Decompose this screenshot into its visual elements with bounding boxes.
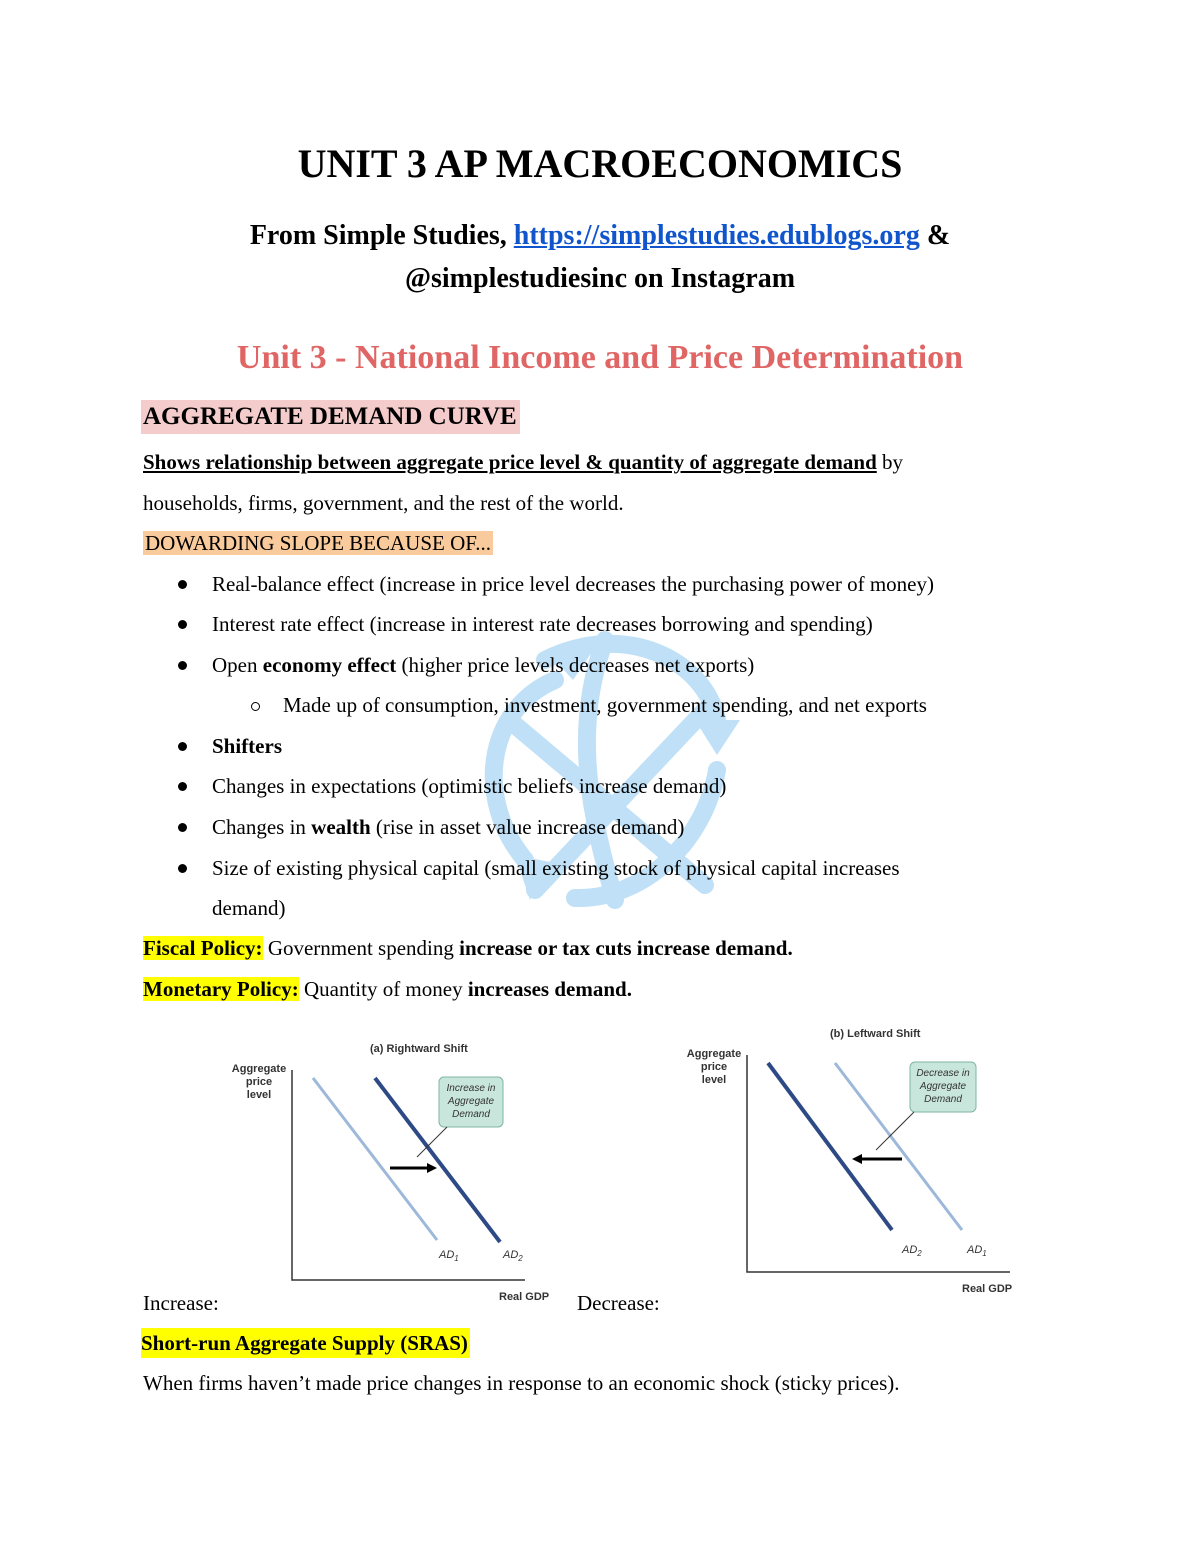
bullet-expectations: Changes in expectations (optimistic beliefs increase demand) — [212, 774, 727, 798]
chart-b-note-1: Decrease in — [916, 1068, 970, 1079]
fiscal-policy-line — [143, 933, 793, 963]
chart-a-ylabel-3: level — [246, 1089, 272, 1101]
bullet-shifters: Shifters — [212, 734, 282, 758]
bullet-dot-icon — [178, 742, 187, 751]
bullet-open-economy — [212, 650, 754, 680]
subtitle-prefix: From Simple Studies, — [249, 220, 514, 251]
page-subtitle — [0, 214, 1200, 300]
chart-b-ad1-label: $AD_1$ — [967, 1244, 987, 1258]
monetary-policy-label: Monetary Policy: — [143, 977, 299, 1001]
decrease-label: Decrease: — [577, 1291, 660, 1315]
chart-rightward-shift — [225, 1030, 550, 1305]
chart-b-ylabel-2: price — [700, 1061, 728, 1073]
bullet-physical-capital-2: demand) — [212, 896, 286, 920]
chart-b-ad2-label: $AD_2$ — [902, 1244, 922, 1258]
bullet-physical-capital-1: Size of existing physical capital (small existing stock of physical capital increases — [212, 856, 900, 880]
simplestudies-link[interactable]: https://simplestudies.edublogs.org — [513, 220, 920, 251]
fiscal-policy-label: Fiscal Policy: — [143, 936, 263, 960]
chart-b-ylabel-1: Aggregate — [686, 1048, 742, 1060]
definition-line-2: households, firms, government, and the rest of the world. — [143, 491, 624, 515]
slope-heading-line — [143, 528, 493, 558]
bullet-open-pre: Open — [212, 653, 263, 677]
bullet-dot-icon — [178, 661, 187, 670]
chart-b-ad2-line — [768, 1063, 892, 1230]
sras-heading: Short-run Aggregate Supply (SRAS) — [141, 1328, 470, 1358]
chart-a-note-2: Aggregate — [447, 1096, 495, 1107]
chart-leftward-shift — [680, 1020, 1020, 1300]
chart-b-arrowhead-icon — [852, 1154, 862, 1164]
chart-b-ylabel-3: level — [701, 1074, 727, 1086]
bullet-wealth — [212, 812, 684, 842]
bullet-dot-icon — [178, 620, 187, 629]
chart-b-note-2: Aggregate — [919, 1081, 967, 1092]
chart-a-ad1-line — [313, 1078, 437, 1240]
monetary-policy-pre: Quantity of money — [298, 977, 468, 1001]
chart-a-ylabel-2: price — [245, 1076, 273, 1088]
chart-b-xlabel: Real GDP — [962, 1283, 1013, 1295]
bullet-wealth-pre: Changes in — [212, 815, 312, 839]
monetary-policy-line — [143, 974, 632, 1004]
chart-a-ylabel-1: Aggregate — [231, 1063, 287, 1075]
chart-a-ad1-label: $AD_1$ — [439, 1249, 459, 1263]
unit-heading: Unit 3 - National Income and Price Determination — [236, 339, 964, 376]
subtitle-instagram: @simplestudiesinc on Instagram — [404, 263, 796, 294]
definition-line-1 — [143, 447, 903, 477]
fiscal-policy-pre: Government spending — [262, 936, 460, 960]
bullet-open-bold: economy effect — [262, 653, 397, 677]
sub-bullet-components: Made up of consumption, investment, government spending, and net exports — [283, 693, 927, 717]
aggregate-demand-heading: AGGREGATE DEMAND CURVE — [141, 400, 520, 434]
bullet-real-balance: Real-balance effect (increase in price level decreases the purchasing power of money) — [212, 572, 934, 596]
chart-a-arrowhead-icon — [427, 1163, 437, 1173]
monetary-policy-bold: increases demand. — [467, 977, 632, 1001]
page-title: UNIT 3 AP MACROECONOMICS — [297, 141, 903, 186]
definition-bold: Shows relationship between aggregate price level & quantity of aggregate demand — [143, 450, 877, 474]
bullet-wealth-post: (rise in asset value increase demand) — [370, 815, 685, 839]
fiscal-policy-bold: increase or tax cuts increase demand. — [459, 936, 793, 960]
bullet-dot-icon — [178, 782, 187, 791]
chart-a-title: (a) Rightward Shift — [370, 1043, 468, 1055]
chart-b-note-3: Demand — [924, 1094, 962, 1105]
chart-a-note-1: Increase in — [446, 1083, 496, 1094]
bullet-dot-icon — [178, 823, 187, 832]
increase-label: Increase: — [143, 1291, 219, 1315]
sras-text: When firms haven’t made price changes in response to an economic shock (sticky prices). — [143, 1371, 900, 1395]
definition-rest: by — [876, 450, 904, 474]
bullet-wealth-bold: wealth — [311, 815, 371, 839]
slope-heading: DOWARDING SLOPE BECAUSE OF... — [145, 531, 492, 555]
subtitle-suffix: & — [919, 220, 951, 251]
bullet-interest-rate: Interest rate effect (increase in interest rate decreases borrowing and spending) — [212, 612, 873, 636]
chart-a-note-3: Demand — [452, 1109, 490, 1120]
chart-a-ad2-label: $AD_2$ — [503, 1249, 523, 1263]
bullet-open-post: (higher price levels decreases net exports) — [396, 653, 755, 677]
bullet-dot-icon — [178, 864, 187, 873]
bullet-dot-icon — [178, 580, 187, 589]
chart-a-xlabel: Real GDP — [499, 1291, 550, 1303]
chart-b-title: (b) Leftward Shift — [830, 1028, 921, 1040]
sub-bullet-circle-icon — [251, 702, 260, 711]
